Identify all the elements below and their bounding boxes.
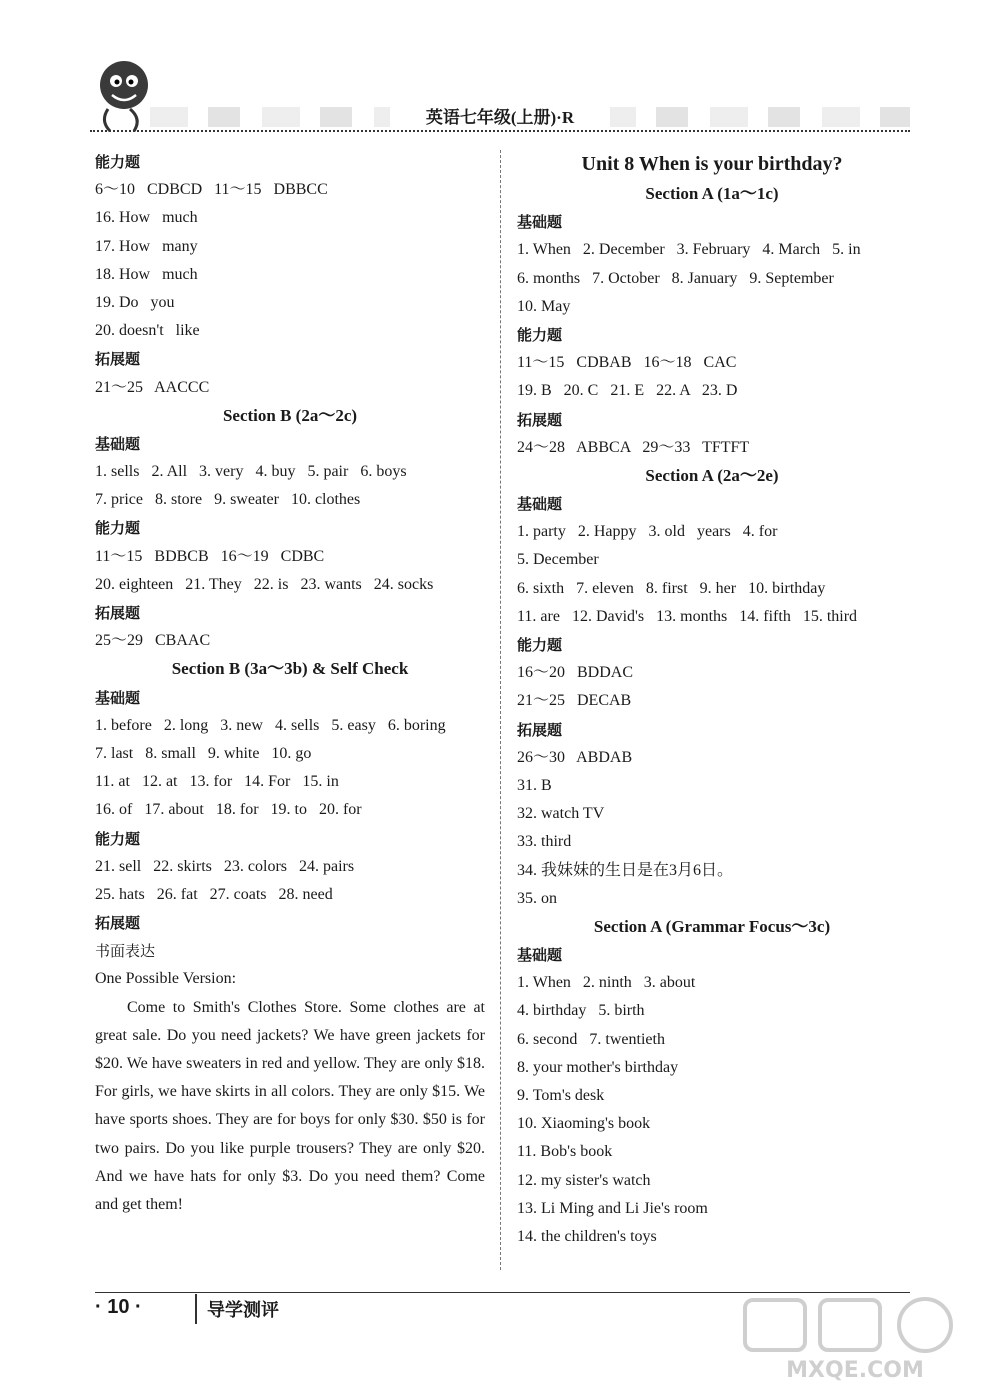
- section-label: 基础题: [517, 495, 563, 514]
- section-label: 基础题: [95, 688, 141, 707]
- answer-line: 1. party 2. Happy 3. old years 4. for: [517, 523, 778, 541]
- answer-line: 33. third: [517, 833, 572, 851]
- answer-line: 1. When 2. December 3. February 4. March 5. in: [517, 241, 861, 259]
- answer-line: 10. Xiaoming's book: [517, 1115, 651, 1133]
- answer-line: 34. 我妹妹的生日是在3月6日。: [517, 861, 734, 879]
- answer-line: 16. How much: [95, 209, 198, 227]
- answer-line: 7. last 8. small 9. white 10. go: [95, 744, 312, 762]
- essay-paragraph: Come to Smith's Clothes Store. Some clothes are at great sale. Do you need jackets? We have green jackets for $20. We have sweaters in red and yellow. They are only $18. For girls, we have skirts in all colors. They are only $15. We have sports shoes. They are for boys for only $30. $50 is for two pairs. Do you like purple trousers? They are only $20. And we have hats for only $3. Do you need them? Come and get them!: [95, 998, 485, 1214]
- answer-line: 24～28 ABBCA 29～33 TFTFT: [517, 438, 750, 456]
- header-divider: [90, 130, 910, 132]
- answer-line: 21～25 AACCC: [95, 378, 210, 396]
- watermark-logo: [740, 1295, 970, 1385]
- section-label: 拓展题: [95, 604, 141, 622]
- answer-line: 20. doesn't like: [95, 322, 200, 340]
- answer-line: 18. How much: [95, 265, 198, 283]
- answer-line: 17. How many: [95, 237, 198, 255]
- answer-line: 32. watch TV: [517, 805, 605, 823]
- answer-line: 6. second 7. twentieth: [517, 1030, 665, 1048]
- answer-line: 21. sell 22. skirts 23. colors 24. pairs: [95, 857, 355, 875]
- answer-line: 11～15 BDBCB 16～19 CDBC: [95, 547, 325, 565]
- answer-line: 4. birthday 5. birth: [517, 1002, 645, 1020]
- section-heading: Section A (2a～2e): [645, 465, 779, 485]
- section-label: 基础题: [95, 434, 141, 453]
- answer-line: 8. your mother's birthday: [517, 1058, 679, 1076]
- answer-line: 11～15 CDBAB 16～18 CAC: [517, 354, 737, 372]
- unit-title: Unit 8 When is your birthday?: [581, 153, 843, 175]
- answer-line: 19. Do you: [95, 293, 175, 311]
- answer-line: 6～10 CDBCD 11～15 DBBCC: [95, 181, 328, 199]
- answer-line: 16. of 17. about 18. for 19. to 20. for: [95, 801, 362, 819]
- section-label: 能力题: [95, 519, 141, 538]
- answer-line: 5. December: [517, 551, 599, 569]
- section-label: 能力题: [517, 325, 563, 344]
- subsection-label: 书面表达: [95, 942, 156, 961]
- answer-line: 11. at 12. at 13. for 14. For 15. in: [95, 773, 339, 791]
- section-label: 基础题: [517, 213, 563, 232]
- answer-line: 35. on: [517, 889, 557, 907]
- answer-line: 1. before 2. long 3. new 4. sells 5. easy 6. boring: [95, 716, 446, 734]
- section-label: 拓展题: [517, 720, 563, 739]
- left-column: [95, 148, 485, 1219]
- answer-line: 20. eighteen 21. They 22. is 23. wants 24. socks: [95, 575, 434, 593]
- answer-line: 12. my sister's watch: [517, 1171, 651, 1189]
- watermark-text: MXQE.COM: [786, 1358, 924, 1383]
- answer-line: 1. sells 2. All 3. very 4. buy 5. pair 6. boys: [95, 463, 407, 481]
- section-label: 拓展题: [517, 410, 563, 429]
- page-title: 英语七年级(上册)·R: [390, 107, 610, 129]
- answer-line: 7. price 8. store 9. sweater 10. clothes: [95, 491, 361, 509]
- footer-divider: [95, 1292, 910, 1293]
- answer-line: 19. B 20. C 21. E 22. A 23. D: [517, 382, 738, 400]
- answer-line: 11. are 12. David's 13. months 14. fifth 15. third: [517, 607, 858, 625]
- section-label: 能力题: [517, 636, 563, 654]
- answer-line: 21～25 DECAB: [517, 692, 632, 710]
- answer-line: 6. sixth 7. eleven 8. first 9. her 10. birthday: [517, 579, 826, 597]
- answer-line: 13. Li Ming and Li Jie's room: [517, 1199, 708, 1217]
- answer-line: 10. May: [517, 297, 571, 315]
- footer-brand: 导学测评: [207, 1300, 279, 1321]
- section-heading: Section B (2a～2c): [222, 405, 358, 425]
- answer-line: 6. months 7. October 8. January 9. September: [517, 269, 834, 287]
- section-heading: Section A (Grammar Focus～3c): [593, 916, 831, 936]
- section-label: 能力题: [95, 153, 141, 171]
- section-label: 拓展题: [95, 350, 141, 369]
- answer-line: 31. B: [517, 776, 552, 794]
- answer-line: 11. Bob's book: [517, 1143, 613, 1161]
- section-heading: Section B (3a～3b) & Self Check: [171, 659, 409, 679]
- answer-line: 26～30 ABDAB: [517, 748, 633, 766]
- section-label: 基础题: [517, 946, 563, 965]
- answer-line: 25～29 CBAAC: [95, 632, 211, 650]
- answer-line: 25. hats 26. fat 27. coats 28. need: [95, 885, 333, 903]
- answer-line: 9. Tom's desk: [517, 1087, 605, 1104]
- answer-line: 1. When 2. ninth 3. about: [517, 974, 696, 992]
- answer-line: One Possible Version:: [95, 970, 237, 988]
- right-column: [517, 148, 907, 1251]
- footer-separator: [195, 1294, 197, 1324]
- column-divider: [500, 150, 501, 1270]
- section-label: 拓展题: [95, 914, 141, 933]
- section-heading: Section A (1a～1c): [645, 184, 779, 203]
- page-number: · 10 ·: [95, 1296, 142, 1318]
- answer-line: 14. the children's toys: [517, 1227, 657, 1245]
- answer-line: 16～20 BDDAC: [517, 664, 634, 682]
- section-label: 能力题: [95, 829, 141, 848]
